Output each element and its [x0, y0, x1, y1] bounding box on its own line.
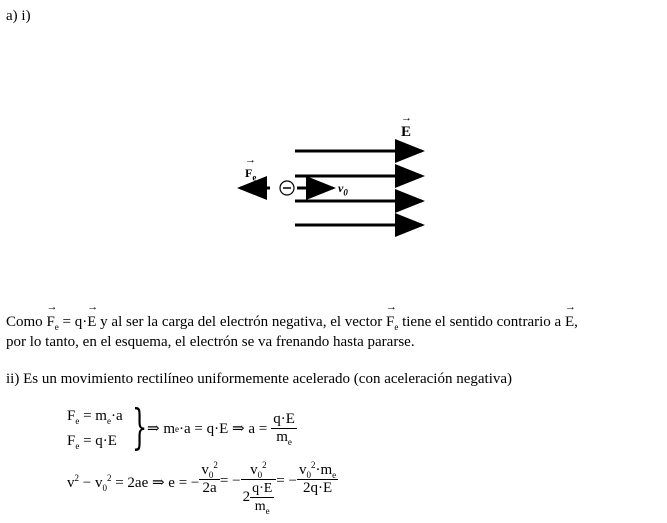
fraction-3: $\frac{v_0^2\cdot m_e}{2q\cdot E}$: [298, 460, 337, 496]
brace: }: [132, 399, 148, 455]
part-label: a) i): [6, 8, 31, 24]
force-label: → $F_e$: [245, 166, 256, 181]
fraction-a: $\frac{q\cdot E}{m_e}$: [273, 411, 295, 447]
velocity-label: $v_0$: [338, 181, 348, 198]
field-label: → E: [401, 124, 411, 141]
equation-1: $F_e = m_e\cdot a$: [67, 408, 123, 426]
paragraph-1-line-1: Como → $F_e = q\cdot\to E$ y al ser la carga del electrón negativa, el vector → $F_e$ tiene el sentido contrario a → E,: [6, 313, 578, 331]
paragraph-1-line-2: por lo tanto, en el esquema, el electrón se va frenando hasta pararse.: [6, 334, 415, 350]
fraction-1: $\frac{v_0^2}{2a}$: [201, 460, 218, 496]
equation-combined: ⇒ m e ·a = q·E ⇒ a = $\frac{q\cdot E}{m_e}$: [147, 411, 295, 447]
fraction-2: $v_0^2$ 2 $\frac{q\cdot E}{m_e}$: [241, 462, 277, 515]
equation-2: $F_e = q\cdot E$: [67, 433, 117, 451]
equation-3: $v^2 - v_0^2 = 2ae$ ⇒ e = − $\frac{v_0^2}{2a}$ = − $v_0^2$ 2 $\frac{q\cdot E}{m_e}$ = − $\frac{v_0^2\cdot m_e}{2q\cdot E}$: [67, 460, 337, 516]
part-ii-heading: ii) Es un movimiento rectilíneo uniformemente acelerado (con aceleración negativa): [6, 371, 513, 387]
